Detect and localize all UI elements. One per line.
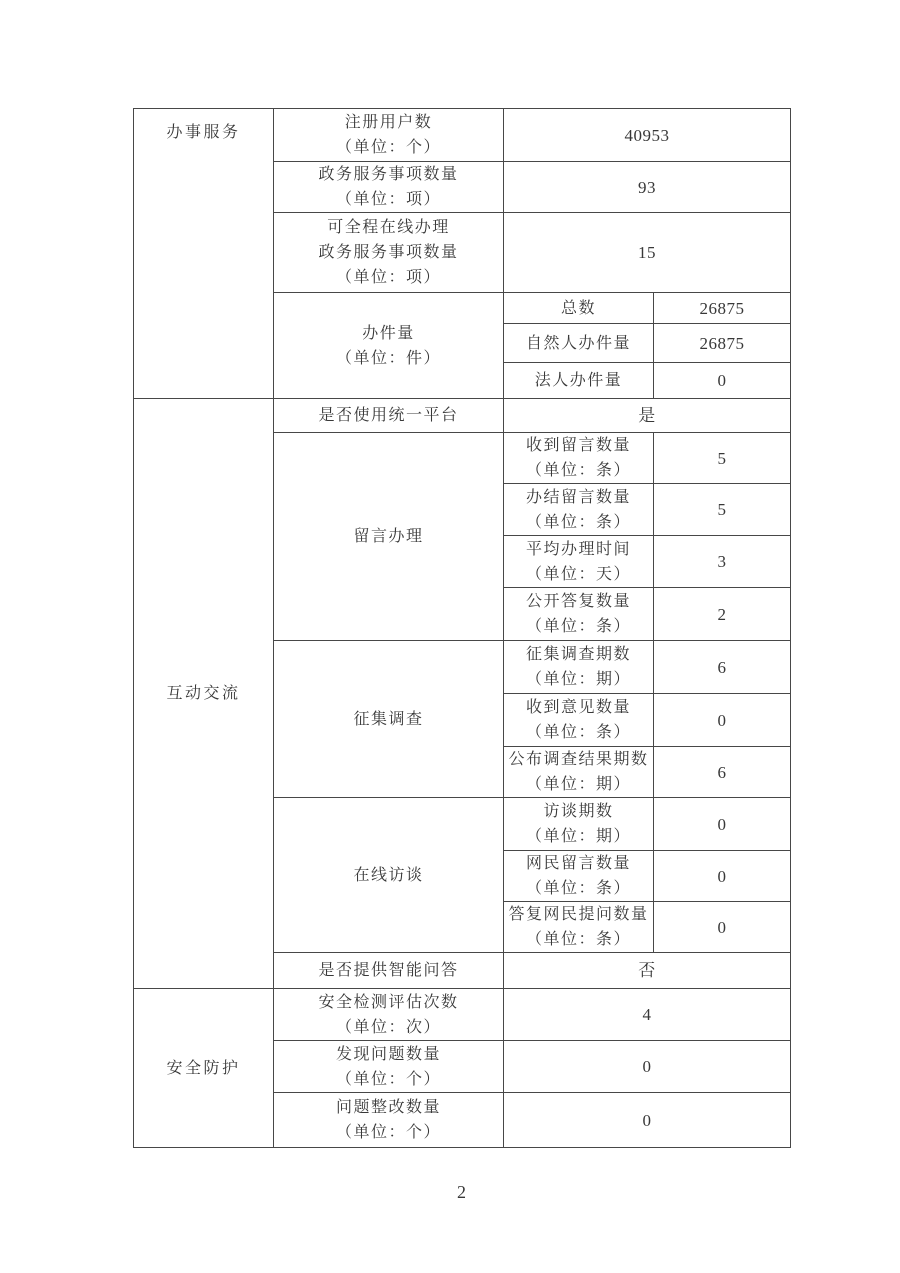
public-replies-cell <box>504 588 654 641</box>
cases-unit: （单位：件） <box>335 349 441 367</box>
survey-results-unit: （单位：期） <box>525 776 631 793</box>
problems-fixed-cell <box>274 1093 504 1148</box>
assessments-cell <box>274 989 504 1041</box>
page-number: 2 <box>457 1182 466 1202</box>
public-replies-unit: （单位：条） <box>525 618 631 635</box>
survey-opinions-value: 0 <box>654 694 791 747</box>
problems-fixed-label: 问题整改数量 <box>335 1099 441 1116</box>
survey-opinions-label: 收到意见数量 <box>525 699 631 716</box>
registered-users-unit: （单位：个） <box>335 139 441 156</box>
avg-handling-time-cell <box>504 536 654 588</box>
messages-received-cell <box>504 433 654 484</box>
messages-completed-value: 5 <box>654 484 791 536</box>
survey-results-value: 6 <box>654 747 791 798</box>
survey-periods-label: 征集调查期数 <box>525 646 631 663</box>
messages-received-value: 5 <box>654 433 791 484</box>
service-items-label: 政务服务事项数量 <box>318 166 459 183</box>
netizen-replies-value: 0 <box>654 902 791 953</box>
messages-completed-label: 办结留言数量 <box>525 488 631 506</box>
assessments-unit: （单位：次） <box>335 1018 441 1036</box>
online-items-cell <box>274 213 504 293</box>
messages-completed-unit: （单位：条） <box>525 513 631 531</box>
netizen-messages-unit: （单位：条） <box>525 880 631 897</box>
avg-handling-time-unit: （单位：天） <box>525 565 631 583</box>
registered-users-cell <box>274 109 504 162</box>
interview-periods-unit: （单位：期） <box>525 828 631 845</box>
unified-platform-value: 是 <box>504 399 791 433</box>
netizen-messages-value: 0 <box>654 851 791 902</box>
messages-received-label: 收到留言数量 <box>525 437 631 454</box>
netizen-replies-unit: （单位：条） <box>525 931 631 948</box>
public-replies-label: 公开答复数量 <box>525 593 631 610</box>
cases-natural-person-label: 自然人办件量 <box>504 324 654 363</box>
survey-results-cell <box>504 747 654 798</box>
cases-label: 办件量 <box>362 324 415 342</box>
survey-results-label: 公布调查结果期数 <box>508 751 649 768</box>
statistics-table <box>133 108 791 1148</box>
cases-cell <box>274 293 504 399</box>
problems-found-cell <box>274 1041 504 1093</box>
problems-found-unit: （单位：个） <box>335 1070 441 1088</box>
messages-completed-cell <box>504 484 654 536</box>
online-items-label-line1: 可全程在线办理 <box>327 219 450 236</box>
netizen-replies-cell <box>504 902 654 953</box>
message-handling-label: 留言办理 <box>274 433 504 641</box>
registered-users-label: 注册用户数 <box>344 114 433 131</box>
survey-opinions-cell <box>504 694 654 747</box>
survey-opinions-unit: （单位：条） <box>525 724 631 741</box>
survey-label: 征集调查 <box>274 641 504 798</box>
survey-periods-value: 6 <box>654 641 791 694</box>
service-items-value: 93 <box>504 162 791 213</box>
messages-received-unit: （单位：条） <box>525 462 631 479</box>
online-items-label-line2: 政务服务事项数量 <box>318 244 459 261</box>
public-replies-value: 2 <box>654 588 791 641</box>
smart-qa-label: 是否提供智能问答 <box>274 953 504 989</box>
unified-platform-label: 是否使用统一平台 <box>274 399 504 433</box>
netizen-messages-cell <box>504 851 654 902</box>
problems-fixed-value: 0 <box>504 1093 791 1148</box>
cases-legal-person-value: 0 <box>654 363 791 399</box>
avg-handling-time-value: 3 <box>654 536 791 588</box>
interview-periods-cell <box>504 798 654 851</box>
section-service-label: 办事服务 <box>134 109 274 399</box>
interview-periods-label: 访谈期数 <box>543 803 614 820</box>
problems-found-value: 0 <box>504 1041 791 1093</box>
assessments-label: 安全检测评估次数 <box>318 993 459 1011</box>
survey-periods-unit: （单位：期） <box>525 671 631 688</box>
interview-periods-value: 0 <box>654 798 791 851</box>
interview-label: 在线访谈 <box>274 798 504 953</box>
registered-users-value: 40953 <box>504 109 791 162</box>
cases-total-label: 总数 <box>504 293 654 324</box>
service-items-unit: （单位：项） <box>335 191 441 208</box>
netizen-replies-label: 答复网民提问数量 <box>508 906 649 923</box>
avg-handling-time-label: 平均办理时间 <box>525 540 631 558</box>
netizen-messages-label: 网民留言数量 <box>525 855 631 872</box>
service-items-cell <box>274 162 504 213</box>
assessments-value: 4 <box>504 989 791 1041</box>
cases-legal-person-label: 法人办件量 <box>504 363 654 399</box>
survey-periods-cell <box>504 641 654 694</box>
problems-found-label: 发现问题数量 <box>335 1045 441 1063</box>
problems-fixed-unit: （单位：个） <box>335 1124 441 1141</box>
cases-total-value: 26875 <box>654 293 791 324</box>
section-interaction-label: 互动交流 <box>134 399 274 989</box>
section-security-label: 安全防护 <box>134 989 274 1148</box>
cases-natural-person-value: 26875 <box>654 324 791 363</box>
online-items-value: 15 <box>504 213 791 293</box>
smart-qa-value: 否 <box>504 953 791 989</box>
online-items-unit: （单位：项） <box>335 269 441 286</box>
